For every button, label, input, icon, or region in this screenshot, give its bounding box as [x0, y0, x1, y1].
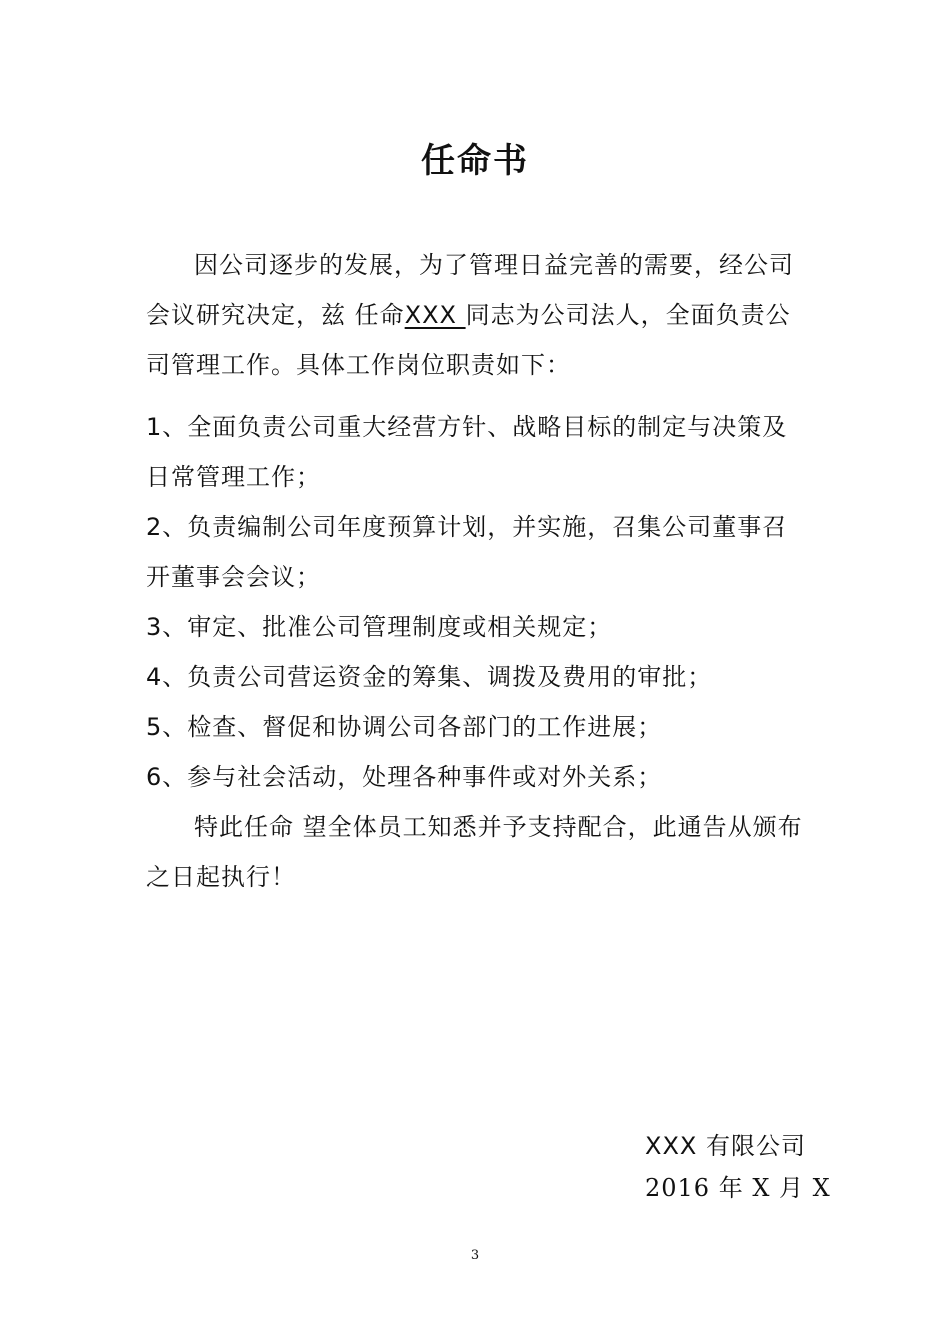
- signature-block: [645, 1125, 831, 1209]
- paragraph-spacer: [146, 390, 806, 402]
- signature-company: XXX 有限公司: [645, 1132, 806, 1160]
- intro-paragraph: [146, 240, 806, 390]
- closing-paragraph: 特此任命 望全体员工知悉并予支持配合，此通告从颁布之日起执行！: [146, 813, 803, 891]
- intro-text-part-1: 因公司逐步的发展，为了管理日益完善的需要，经公司会议研究决定，兹 任命: [146, 251, 794, 329]
- intro-text-part-2: 同志为公司法人，全面负责公司管理工作。具体工作岗位职责如下：: [146, 301, 791, 379]
- signature-date: 2016 年 X 月 X: [645, 1174, 831, 1202]
- duty-item-5: 5、检查、督促和协调公司各部门的工作进展；: [146, 713, 663, 741]
- appointee-name: XXX: [404, 301, 466, 329]
- duty-item-2: 2、负责编制公司年度预算计划，并实施，召集公司董事召开董事会会议；: [146, 513, 788, 591]
- duty-item-3: 3、审定、批准公司管理制度或相关规定；: [146, 613, 613, 641]
- duty-item-4: 4、负责公司营运资金的筹集、调拨及费用的审批；: [146, 663, 713, 691]
- duty-item-1: 1、全面负责公司重大经营方针、战略目标的制定与决策及日常管理工作；: [146, 413, 788, 491]
- document-body: [146, 240, 806, 902]
- document-title: 任命书: [421, 141, 529, 181]
- duty-item-6: 6、参与社会活动，处理各种事件或对外关系；: [146, 763, 663, 791]
- page-number: 3: [470, 1248, 480, 1263]
